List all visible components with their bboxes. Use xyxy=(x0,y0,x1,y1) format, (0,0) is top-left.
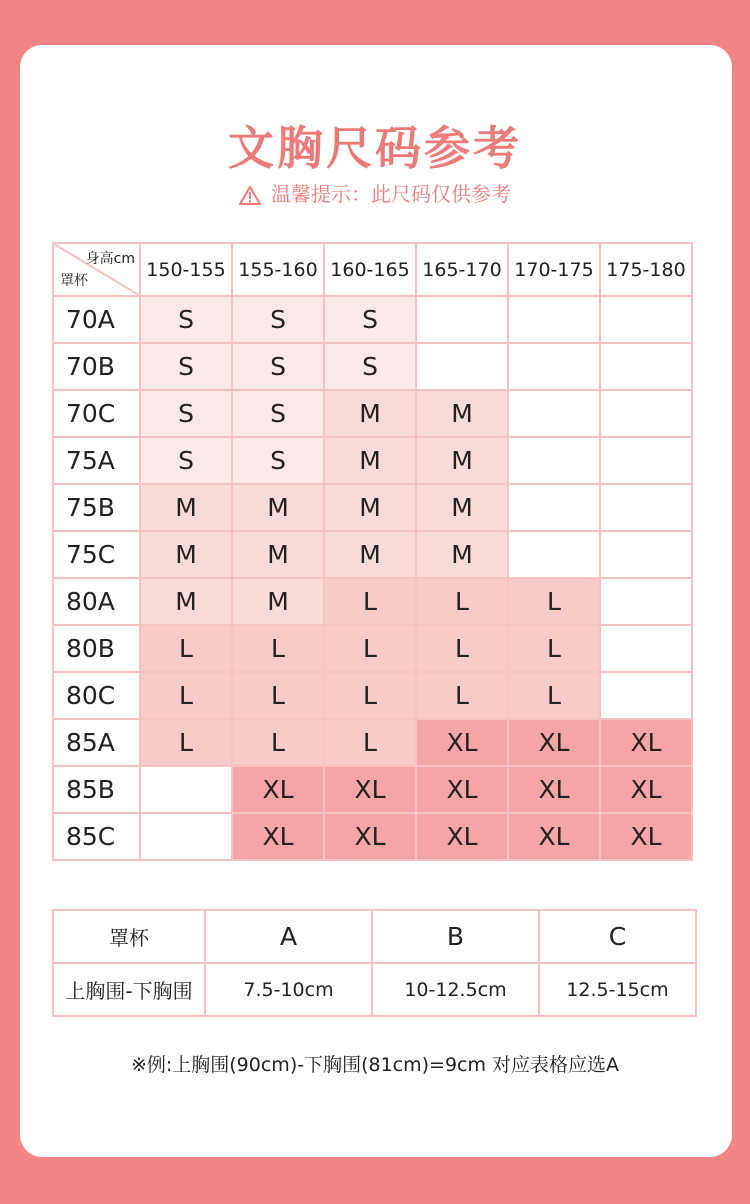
corner-cup-label: 罩杯 xyxy=(60,273,88,289)
size-cell xyxy=(600,437,692,484)
size-cell: XL xyxy=(416,766,508,813)
page-title: 文胸尺码参考 xyxy=(228,121,522,175)
cup-size-label: 80A xyxy=(53,578,140,625)
size-cell: M xyxy=(140,484,232,531)
size-cell xyxy=(508,484,600,531)
size-cell xyxy=(600,296,692,343)
size-cell: XL xyxy=(600,813,692,860)
size-cell xyxy=(140,813,232,860)
size-cell: L xyxy=(416,672,508,719)
size-cell: L xyxy=(508,625,600,672)
size-cell: L xyxy=(416,625,508,672)
size-row xyxy=(53,625,692,672)
cup-size-label: 70A xyxy=(53,296,140,343)
cup-letter: A xyxy=(205,910,372,963)
example-note: ※例:上胸围(90cm)-下胸围(81cm)=9cm 对应表格应选A xyxy=(130,1054,620,1076)
size-row xyxy=(53,672,692,719)
size-cell: M xyxy=(324,484,416,531)
size-cell xyxy=(416,296,508,343)
difference-range: 12.5-15cm xyxy=(539,963,696,1016)
height-header: 170-175 xyxy=(508,243,600,296)
size-cell: M xyxy=(232,531,324,578)
size-cell: M xyxy=(416,531,508,578)
difference-range: 10-12.5cm xyxy=(372,963,539,1016)
height-header: 160-165 xyxy=(324,243,416,296)
size-cell: M xyxy=(324,437,416,484)
size-cell: M xyxy=(324,531,416,578)
size-cell: S xyxy=(232,437,324,484)
size-cell: XL xyxy=(324,813,416,860)
warning-triangle-icon xyxy=(239,186,261,211)
cup-size-label: 80B xyxy=(53,625,140,672)
size-cell xyxy=(600,625,692,672)
size-cell: L xyxy=(508,578,600,625)
size-cell: XL xyxy=(508,719,600,766)
size-cell xyxy=(416,343,508,390)
cup-letter: B xyxy=(372,910,539,963)
size-cell xyxy=(508,531,600,578)
size-row xyxy=(53,719,692,766)
size-cell: S xyxy=(140,343,232,390)
size-table-body xyxy=(53,296,692,860)
size-cell xyxy=(600,390,692,437)
difference-label: 上胸围-下胸围 xyxy=(53,963,205,1016)
size-cell: XL xyxy=(508,813,600,860)
size-row xyxy=(53,437,692,484)
height-header: 175-180 xyxy=(600,243,692,296)
size-cell: L xyxy=(324,578,416,625)
cup-letter: C xyxy=(539,910,696,963)
size-cell: L xyxy=(140,672,232,719)
size-row xyxy=(53,484,692,531)
size-cell: S xyxy=(140,437,232,484)
size-row xyxy=(53,531,692,578)
corner-cell xyxy=(53,243,140,296)
size-cell: S xyxy=(232,296,324,343)
cup-size-label: 75A xyxy=(53,437,140,484)
cup-size-label: 85C xyxy=(53,813,140,860)
cup-label: 罩杯 xyxy=(53,910,205,963)
height-header: 150-155 xyxy=(140,243,232,296)
size-cell xyxy=(600,672,692,719)
size-cell xyxy=(508,437,600,484)
size-cell: L xyxy=(140,719,232,766)
cup-size-label: 70C xyxy=(53,390,140,437)
cup-size-label: 75B xyxy=(53,484,140,531)
difference-range: 7.5-10cm xyxy=(205,963,372,1016)
size-cell: S xyxy=(232,343,324,390)
size-cell xyxy=(600,578,692,625)
size-row xyxy=(53,296,692,343)
cup-size-label: 85A xyxy=(53,719,140,766)
size-cell: L xyxy=(508,672,600,719)
size-table-header xyxy=(53,243,692,296)
cup-size-label: 85B xyxy=(53,766,140,813)
size-row xyxy=(53,390,692,437)
size-cell: XL xyxy=(508,766,600,813)
size-cell: M xyxy=(140,531,232,578)
size-cell: S xyxy=(140,390,232,437)
size-cell xyxy=(508,343,600,390)
size-cell: XL xyxy=(232,766,324,813)
height-header: 165-170 xyxy=(416,243,508,296)
size-cell: M xyxy=(232,578,324,625)
size-row xyxy=(53,813,692,860)
difference-row xyxy=(53,963,696,1016)
size-cell: S xyxy=(324,296,416,343)
notice-text: 温馨提示：此尺码仅供参考 xyxy=(271,182,511,206)
size-row xyxy=(53,343,692,390)
size-cell xyxy=(600,484,692,531)
size-cell: M xyxy=(416,437,508,484)
size-cell: XL xyxy=(600,766,692,813)
cup-row xyxy=(53,910,696,963)
size-cell: XL xyxy=(600,719,692,766)
height-header: 155-160 xyxy=(232,243,324,296)
size-cell: L xyxy=(324,719,416,766)
cup-size-label: 75C xyxy=(53,531,140,578)
size-cell: L xyxy=(324,672,416,719)
cup-size-label: 70B xyxy=(53,343,140,390)
size-cell xyxy=(508,296,600,343)
size-row xyxy=(53,766,692,813)
cup-size-label: 80C xyxy=(53,672,140,719)
size-cell: M xyxy=(416,484,508,531)
size-cell xyxy=(140,766,232,813)
size-cell: S xyxy=(140,296,232,343)
size-cell: M xyxy=(232,484,324,531)
size-cell: S xyxy=(324,343,416,390)
size-cell: XL xyxy=(324,766,416,813)
cup-difference-table xyxy=(52,909,697,1017)
size-cell: M xyxy=(324,390,416,437)
size-cell xyxy=(600,343,692,390)
size-cell: L xyxy=(140,625,232,672)
size-cell: L xyxy=(324,625,416,672)
size-cell: XL xyxy=(416,719,508,766)
corner-height-label: 身高cm xyxy=(85,251,135,267)
size-cell: L xyxy=(232,719,324,766)
notice xyxy=(0,178,750,211)
size-cell xyxy=(508,390,600,437)
size-table xyxy=(52,242,693,861)
size-cell: M xyxy=(140,578,232,625)
size-cell: S xyxy=(232,390,324,437)
size-cell: L xyxy=(232,625,324,672)
size-cell: M xyxy=(416,390,508,437)
size-cell: L xyxy=(416,578,508,625)
size-cell: XL xyxy=(416,813,508,860)
size-cell xyxy=(600,531,692,578)
size-cell: L xyxy=(232,672,324,719)
size-row xyxy=(53,578,692,625)
size-cell: XL xyxy=(232,813,324,860)
